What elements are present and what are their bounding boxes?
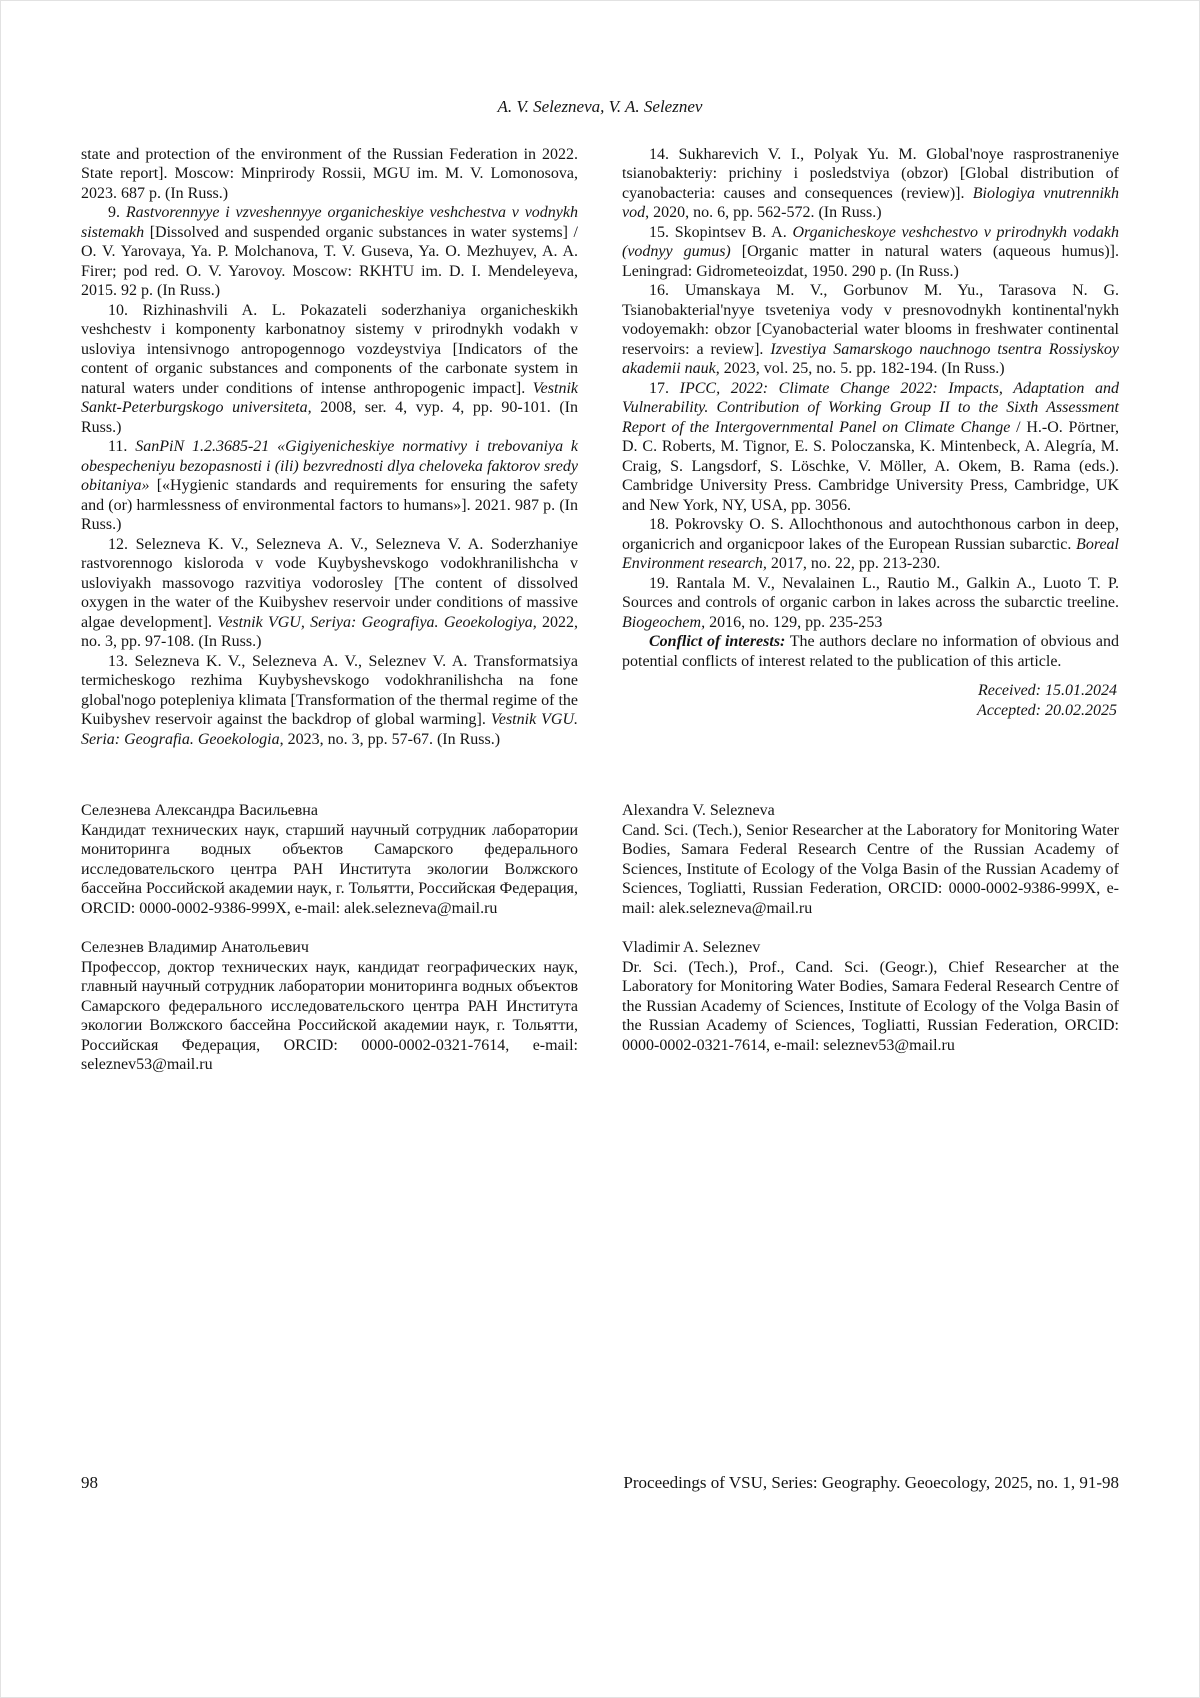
journal-citation-line: Proceedings of VSU, Series: Geography. Geoecology, 2025, no. 1, 91-98 [623, 1473, 1119, 1492]
dates-block [622, 681, 1119, 720]
reference-item: 14. Sukharevich V. I., Polyak Yu. M. Global'noye rasprostraneniye tsianobakteriy: prichiny i posledstviya (obzor) [Global distribution of cyanobacteria: causes and consequences (review)]. Biologiya vnutrennikh vod, 2020, no. 6, pp. 562-572. (In Russ.) [622, 145, 1119, 221]
reference-item: 16. Umanskaya M. V., Gorbunov M. Yu., Tarasova N. G. Tsianobakterial'nyye tsveteniya vody v presnovodnykh kontinental'nykh vodoyemakh: obzor [Cyanobacterial water blooms in freshwater continental reservoirs: a review]. Izvestiya Samarskogo nauchnogo tsentra Rossiyskoy akademii nauk, 2023, vol. 25, no. 5. pp. 182-194. (In Russ.) [622, 282, 1119, 377]
running-head: A. V. Selezneva, V. A. Seleznev [497, 97, 703, 116]
bio-author-text: Dr. Sci. (Tech.), Prof., Cand. Sci. (Geogr.), Chief Researcher at the Laboratory for Monitoring Water Bodies, Samara Federal Research Centre of the Russian Academy of Sciences, Institute of Ecology of the Volga Basin of the Russian Academy of Sciences, Togliatti, Russian Federation, ORCID: 0000-0002-0321-7614, e-mail: seleznev53@mail.ru [622, 958, 1119, 1054]
bio-ru-seleznev [81, 938, 578, 1075]
accepted-date: Accepted: 20.02.2025 [977, 701, 1117, 719]
page-content [81, 145, 1119, 1095]
bio-author-text: Профессор, доктор технических наук, кандидат географических наук, главный научный сотрудник лаборатории мониторинга водных объектов Самарского федерального исследовательского центра РАН Института экологии Волжского бассейна Российской академии наук, г. Тольятти, Российская Федерация, ORCID: 0000-0002-0321-7614, e-mail: seleznev53@mail.ru [81, 958, 578, 1073]
bio-author-text: Cand. Sci. (Tech.), Senior Researcher at the Laboratory for Monitoring Water Bodies, Samara Federal Research Centre of the Russian Academy of Sciences, Institute of Ecology of the Volga Basin of the Russian Academy of Sciences, Togliatti, Russian Federation, ORCID: 0000-0002-9386-999X, e-mail: alek.selezneva@mail.ru [622, 821, 1119, 917]
references-list-right [622, 145, 1119, 633]
received-date: Received: 15.01.2024 [977, 682, 1117, 699]
reference-item: 11. SanPiN 1.2.3685-21 «Gigiyenicheskiye normativy i trebovaniya k obespecheniyu bezopasnosti i (ili) bezvrednosti dlya cheloveka faktorov sredy obitaniya» [«Hygienic standards and requirements for ensuring the safety and (or) harmlessness of environmental factors to humans»]. 2021. 987 p. (In Russ.) [81, 438, 579, 533]
author-bios-russian [81, 801, 578, 1095]
references-column-left [81, 145, 578, 750]
conflict-of-interests-note: Conflict of interests: The authors declare no information of obvious and potential conflicts of interest related to the publication of this article. [622, 633, 1119, 670]
bio-author-name: Селезнев Владимир Анатольевич [81, 939, 309, 956]
reference-item: 18. Pokrovsky O. S. Allochthonous and autochthonous carbon in deep, organicrich and organicpoor lakes of the European Russian subarctic. Boreal Environment research, 2017, no. 22, pp. 213-230. [622, 516, 1119, 572]
bio-author-name: Vladimir A. Seleznev [622, 939, 761, 956]
reference-item: 13. Selezneva K. V., Selezneva A. V., Seleznev V. A. Transformatsiya termicheskogo rezhima Kuybyshevskogo vodokhranilishcha na fone global'nogo potepleniya klimata [Transformation of the thermal regime of the Kuibyshev reservoir against the backdrop of global warming]. Vestnik VGU. Seria: Geografia. Geoekologia, 2023, no. 3, pp. 57-67. (In Russ.) [81, 652, 579, 748]
reference-item: 15. Skopintsev B. A. Organicheskoye veshchestvo v prirodnykh vodakh (vodnyy gumus) [Organic matter in natural waters (aqueous humus)]. Leningrad: Gidrometeoizdat, 1950. 290 p. (In Russ.) [622, 223, 1119, 280]
bio-en-seleznev [622, 938, 1119, 1055]
references-column-right [622, 145, 1119, 750]
page-number: 98 [81, 1473, 98, 1492]
bio-author-name: Селезнева Александра Васильевна [81, 802, 318, 819]
bio-en-selezneva [622, 801, 1119, 918]
page-footer [81, 1473, 1119, 1493]
reference-item: 17. IPCC, 2022: Climate Change 2022: Impacts, Adaptation and Vulnerability. Contribution of Working Group II to the Sixth Assessment Report of the Intergovernmental Panel on Climate Change / H.-O. Pörtner, D. C. Roberts, M. Tignor, E. S. Poloczanska, K. Mintenbeck, A. Alegría, M. Craig, S. Langsdorf, S. Löschke, V. Möller, A. Okem, B. Rama (eds.). Cambridge University Press. Cambridge University Press, Cambridge, UK and New York, NY, USA, pp. 3056. [622, 379, 1120, 514]
reference-item: 12. Selezneva K. V., Selezneva A. V., Selezneva V. A. Soderzhaniye rastvorennogo kisloroda v vode Kuybyshevskogo vodokhranilishcha v usloviyakh massovogo razvitiya vodorosley [The content of dissolved oxygen in the water of the Kuibyshev reservoir under conditions of massive algae development]. Vestnik VGU, Seriya: Geografiya. Geoekologiya, 2022, no. 3, pp. 97-108. (In Russ.) [81, 535, 579, 650]
bio-ru-selezneva [81, 801, 578, 918]
reference-item: state and protection of the environment of the Russian Federation in 2022. State report]. Moscow: Minprirody Rossii, MGU im. M. V. Lomonosova, 2023. 687 p. (In Russ.) [81, 145, 578, 202]
reference-item: 19. Rantala M. V., Nevalainen L., Rautio M., Galkin A., Luoto T. P. Sources and controls of organic carbon in lakes across the subarctic treeline. Biogeochem, 2016, no. 129, pp. 235-253 [622, 574, 1119, 631]
author-bios-english [622, 801, 1119, 1095]
reference-item: 9. Rastvorennyye i vzveshennyye organicheskiye veshchestva v vodnykh sistemakh [Dissolved and suspended organic substances in water systems] / O. V. Yarovaya, Ya. P. Molchanova, T. V. Guseva, Ya. O. Mezhuyev, A. A. Firer; pod red. O. V. Yarovoy. Moscow: RKHTU im. D. I. Mendeleyeva, 2015. 92 p. (In Russ.) [81, 204, 579, 299]
reference-item: 10. Rizhinashvili A. L. Pokazateli soderzhaniya organicheskikh veshchestv i komponenty karbonatnoy sistemy v prirodnykh vodakh v usloviya intensivnogo antropogennogo vozdeystviya [Indicators of the content of organic substances and components of the carbonate system in natural waters under conditions of intense anthropogenic impact]. Vestnik Sankt-Peterburgskogo universiteta, 2008, ser. 4, vyp. 4, pp. 90-101. (In Russ.) [81, 301, 578, 436]
bio-author-text: Кандидат технических наук, старший научный сотрудник лаборатории мониторинга водных объектов Самарского федерального исследовательского центра РАН Института экологии Волжского бассейна Российской академии наук, г. Тольятти, Российская Федерация, ORCID: 0000-0002-9386-999X, e-mail: alek.selezneva@mail.ru [81, 821, 578, 917]
bio-author-name: Alexandra V. Selezneva [622, 802, 775, 819]
